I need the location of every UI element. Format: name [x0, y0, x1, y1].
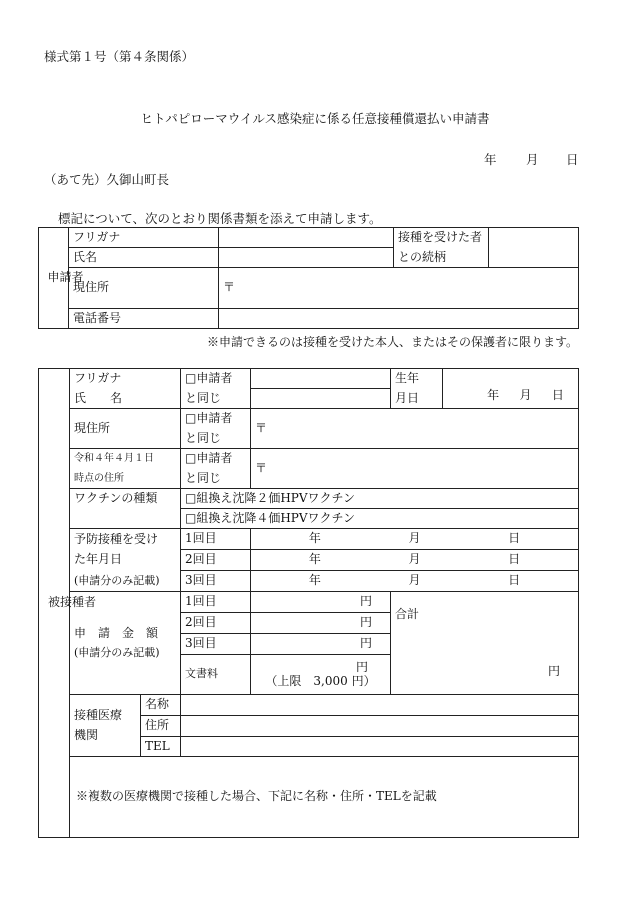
vacc-date-dose-2-label: 2回目	[181, 550, 251, 571]
relation-label: 接種を受けた者との続柄	[394, 228, 489, 268]
applicant-table	[38, 227, 579, 329]
clinic-name-field[interactable]	[181, 695, 579, 716]
amount-dose-3-field[interactable]: 円	[251, 634, 391, 655]
same-as-applicant-checkbox[interactable]: □申請者	[181, 369, 251, 389]
postal-mark: 〒	[223, 280, 236, 295]
postal-mark: 〒	[255, 460, 268, 475]
clinic-address-field[interactable]	[181, 716, 579, 737]
recipient-address-field[interactable]	[251, 409, 579, 449]
clinic-tel-label: TEL	[141, 737, 181, 757]
recipient-section-label: 被接種者	[39, 369, 70, 838]
clinic-multi-field[interactable]	[70, 757, 579, 838]
amount-dose-2-label: 2回目	[181, 613, 251, 634]
applicant-address-label: 現住所	[69, 268, 219, 309]
vacc-date-dose-2-field[interactable]: 年 月 日	[251, 550, 579, 571]
prior-address-same-checkbox[interactable]: □申請者	[181, 449, 251, 469]
same-as-applicant-text: と同じ	[181, 389, 251, 409]
vacc-date-dose-3-field[interactable]: 年 月 日	[251, 571, 579, 592]
clinic-tel-field[interactable]	[181, 737, 579, 757]
doc-fee-yen: 円	[355, 660, 368, 675]
clinic-address-label: 住所	[141, 716, 181, 737]
date-month: 月	[526, 152, 539, 167]
applicant-phone-label: 電話番号	[69, 309, 219, 329]
prior-address-field[interactable]	[251, 449, 579, 489]
vacc-date-label-1: 予防接種を受け	[70, 529, 181, 550]
prior-address-same-text: と同じ	[181, 469, 251, 489]
birth-date-field[interactable]	[443, 369, 579, 409]
vaccine-option-bivalent[interactable]: □組換え沈降２価HPVワクチン	[181, 489, 579, 509]
birth-month: 月	[519, 387, 532, 402]
total-amount-field[interactable]	[391, 592, 579, 695]
birth-year: 年	[487, 387, 500, 402]
applicant-name-label: 氏名	[69, 248, 219, 268]
doc-fee-label: 文書料	[181, 655, 251, 695]
amount-dose-1-label: 1回目	[181, 592, 251, 613]
applicant-section-label: 申請者	[39, 228, 69, 329]
birth-label-2: 月日	[391, 389, 443, 409]
applicant-furigana-field[interactable]	[219, 228, 394, 248]
intro-text: 標記について、次のとおり関係書類を添えて申請します。	[58, 211, 382, 226]
doc-fee-field[interactable]	[251, 655, 391, 695]
prior-address-label-2: 時点の住所	[70, 469, 181, 489]
recipient-furigana-label: フリガナ	[70, 369, 181, 389]
vaccine-type-spacer	[70, 509, 181, 529]
form-number: 様式第１号（第４条関係）	[44, 49, 195, 64]
page-title: ヒトパピローマウイルス感染症に係る任意接種償還払い申請書	[140, 111, 490, 126]
applicant-name-field[interactable]	[219, 248, 394, 268]
relation-field[interactable]	[489, 228, 579, 268]
vaccine-option-quadrivalent[interactable]: □組換え沈降４価HPVワクチン	[181, 509, 579, 529]
clinic-label-cell	[70, 695, 141, 757]
birth-day: 日	[551, 387, 564, 402]
recipient-address-label: 現住所	[70, 409, 181, 449]
date-year: 年	[484, 152, 497, 167]
total-label: 合計	[395, 606, 420, 621]
prior-address-label-1: 令和４年４月１日	[70, 449, 181, 469]
clinic-name-label: 名称	[141, 695, 181, 716]
clinic-label-2: 機関	[74, 727, 99, 742]
recipient-furigana-field[interactable]	[251, 369, 391, 389]
applicant-furigana-label: フリガナ	[69, 228, 219, 248]
recipient-table	[38, 368, 579, 838]
address-same-checkbox[interactable]: □申請者	[181, 409, 251, 429]
amount-dose-2-field[interactable]: 円	[251, 613, 391, 634]
vacc-date-dose-1-field[interactable]: 年 月 日	[251, 529, 579, 550]
applicant-note: ※申請できるのは接種を受けた本人、またはその保護者に限ります。	[206, 335, 578, 349]
doc-fee-limit: （上限 3,000 円）	[265, 673, 376, 688]
vacc-date-label-2: た年月日	[70, 550, 181, 571]
vacc-date-dose-3-label: 3回目	[181, 571, 251, 592]
vacc-date-dose-1-label: 1回目	[181, 529, 251, 550]
amount-note: (申請分のみ記載)	[74, 645, 160, 659]
vacc-date-label-3: (申請分のみ記載)	[70, 571, 181, 592]
applicant-phone-field[interactable]	[219, 309, 579, 329]
date-day: 日	[566, 152, 579, 167]
postal-mark: 〒	[255, 420, 268, 435]
vaccine-type-label: ワクチンの種類	[70, 489, 181, 509]
amount-dose-3-label: 3回目	[181, 634, 251, 655]
applicant-address-field[interactable]	[219, 268, 579, 309]
birth-label-1: 生年	[391, 369, 443, 389]
clinic-multi-note: ※複数の医療機関で接種した場合、下記に名称・住所・TELを記載	[76, 789, 437, 804]
recipient-name-field[interactable]	[251, 389, 391, 409]
total-yen: 円	[547, 664, 560, 678]
address-same-text: と同じ	[181, 429, 251, 449]
clinic-label-1: 接種医療	[74, 708, 123, 723]
recipient-name-label: 氏 名	[70, 389, 181, 409]
addressee: （あて先）久御山町長	[44, 172, 170, 187]
amount-dose-1-field[interactable]: 円	[251, 592, 391, 613]
amount-label: 申 請 金 額	[74, 626, 159, 641]
